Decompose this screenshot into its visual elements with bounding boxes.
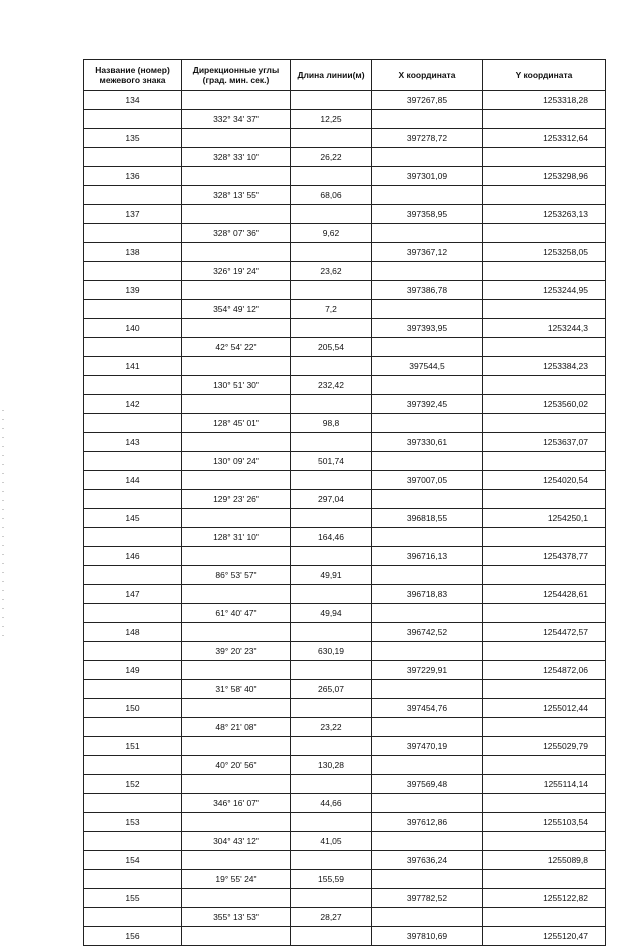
cell-x-coordinate: 397454,76 (372, 699, 483, 718)
cell-empty (182, 357, 291, 376)
cell-empty (291, 737, 372, 756)
cell-empty (182, 585, 291, 604)
cell-empty (483, 832, 606, 851)
cell-line-length: 130,28 (291, 756, 372, 775)
cell-empty (483, 680, 606, 699)
table-row-point (84, 433, 606, 452)
cell-x-coordinate: 397358,95 (372, 205, 483, 224)
cell-empty (84, 832, 182, 851)
cell-direction-angle: 328° 07' 36" (182, 224, 291, 243)
table-row-point (84, 129, 606, 148)
cell-empty (372, 870, 483, 889)
cell-empty (372, 832, 483, 851)
cell-line-length: 205,54 (291, 338, 372, 357)
cell-direction-angle: 130° 51' 30" (182, 376, 291, 395)
cell-y-coordinate: 1255089,8 (483, 851, 606, 870)
cell-direction-angle: 42° 54' 22" (182, 338, 291, 357)
cell-empty (182, 775, 291, 794)
table-row-point (84, 395, 606, 414)
boundary-points-table (83, 59, 606, 946)
cell-empty (372, 262, 483, 281)
cell-empty (372, 376, 483, 395)
table-row-segment (84, 452, 606, 471)
table-row-point (84, 167, 606, 186)
cell-point-name: 154 (84, 851, 182, 870)
cell-empty (84, 794, 182, 813)
cell-direction-angle: 40° 20' 56" (182, 756, 291, 775)
table-row-point (84, 585, 606, 604)
table-row-segment (84, 110, 606, 129)
cell-empty (291, 775, 372, 794)
cell-empty (182, 509, 291, 528)
cell-point-name: 152 (84, 775, 182, 794)
cell-y-coordinate: 1253298,96 (483, 167, 606, 186)
cell-empty (84, 528, 182, 547)
table-row-point (84, 661, 606, 680)
table-row-segment (84, 756, 606, 775)
cell-point-name: 147 (84, 585, 182, 604)
cell-direction-angle: 328° 13' 55" (182, 186, 291, 205)
table-row-point (84, 91, 606, 110)
cell-direction-angle: 355° 13' 53" (182, 908, 291, 927)
cell-point-name: 141 (84, 357, 182, 376)
cell-empty (291, 205, 372, 224)
cell-x-coordinate: 397470,19 (372, 737, 483, 756)
cell-empty (182, 813, 291, 832)
cell-line-length: 7,2 (291, 300, 372, 319)
cell-x-coordinate: 396718,83 (372, 585, 483, 604)
cell-empty (372, 604, 483, 623)
cell-empty (84, 870, 182, 889)
cell-empty (182, 433, 291, 452)
cell-empty (84, 718, 182, 737)
cell-x-coordinate: 397569,48 (372, 775, 483, 794)
cell-line-length: 26,22 (291, 148, 372, 167)
table-row-point (84, 775, 606, 794)
cell-empty (84, 490, 182, 509)
cell-empty (372, 186, 483, 205)
cell-empty (84, 224, 182, 243)
cell-empty (483, 376, 606, 395)
cell-empty (483, 642, 606, 661)
cell-empty (483, 908, 606, 927)
cell-empty (291, 547, 372, 566)
table-row-segment (84, 338, 606, 357)
cell-empty (483, 490, 606, 509)
cell-empty (84, 908, 182, 927)
cell-line-length: 12,25 (291, 110, 372, 129)
cell-x-coordinate: 397267,85 (372, 91, 483, 110)
table-row-point (84, 471, 606, 490)
cell-direction-angle: 326° 19' 24" (182, 262, 291, 281)
cell-point-name: 140 (84, 319, 182, 338)
cell-empty (372, 794, 483, 813)
cell-empty (84, 756, 182, 775)
table-row-point (84, 357, 606, 376)
cell-x-coordinate: 397612,86 (372, 813, 483, 832)
table-row-segment (84, 794, 606, 813)
cell-empty (84, 338, 182, 357)
cell-direction-angle: 39° 20' 23" (182, 642, 291, 661)
cell-point-name: 150 (84, 699, 182, 718)
cell-x-coordinate: 397278,72 (372, 129, 483, 148)
cell-empty (182, 471, 291, 490)
cell-y-coordinate: 1253560,02 (483, 395, 606, 414)
cell-empty (84, 566, 182, 585)
cell-empty (291, 281, 372, 300)
cell-line-length: 68,06 (291, 186, 372, 205)
cell-empty (84, 148, 182, 167)
cell-x-coordinate: 396818,55 (372, 509, 483, 528)
cell-empty (483, 718, 606, 737)
cell-y-coordinate: 1253263,13 (483, 205, 606, 224)
header-x-coordinate: X координата (372, 60, 483, 91)
cell-y-coordinate: 1253312,64 (483, 129, 606, 148)
cell-empty (483, 528, 606, 547)
cell-empty (372, 566, 483, 585)
cell-empty (291, 471, 372, 490)
cell-empty (84, 680, 182, 699)
cell-y-coordinate: 1255029,79 (483, 737, 606, 756)
cell-y-coordinate: 1255114,14 (483, 775, 606, 794)
cell-empty (372, 490, 483, 509)
cell-empty (182, 851, 291, 870)
cell-empty (182, 547, 291, 566)
cell-empty (84, 376, 182, 395)
cell-empty (182, 281, 291, 300)
cell-empty (372, 756, 483, 775)
cell-point-name: 136 (84, 167, 182, 186)
cell-point-name: 156 (84, 927, 182, 946)
cell-empty (372, 338, 483, 357)
cell-direction-angle: 128° 45' 01" (182, 414, 291, 433)
cell-empty (84, 414, 182, 433)
cell-x-coordinate: 397386,78 (372, 281, 483, 300)
cell-empty (84, 300, 182, 319)
cell-y-coordinate: 1254250,1 (483, 509, 606, 528)
cell-direction-angle: 86° 53' 57" (182, 566, 291, 585)
cell-empty (483, 452, 606, 471)
table-row-point (84, 319, 606, 338)
cell-empty (291, 91, 372, 110)
cell-direction-angle: 61° 40' 47" (182, 604, 291, 623)
table-row-segment (84, 832, 606, 851)
cell-empty (483, 870, 606, 889)
cell-x-coordinate: 397544,5 (372, 357, 483, 376)
cell-empty (291, 661, 372, 680)
cell-y-coordinate: 1253318,28 (483, 91, 606, 110)
cell-y-coordinate: 1254872,06 (483, 661, 606, 680)
cell-empty (182, 167, 291, 186)
cell-y-coordinate: 1255012,44 (483, 699, 606, 718)
table-row-segment (84, 528, 606, 547)
cell-empty (483, 566, 606, 585)
cell-direction-angle: 31° 58' 40" (182, 680, 291, 699)
cell-line-length: 49,91 (291, 566, 372, 585)
cell-empty (372, 148, 483, 167)
cell-empty (372, 642, 483, 661)
cell-direction-angle: 304° 43' 12" (182, 832, 291, 851)
cell-point-name: 151 (84, 737, 182, 756)
cell-empty (84, 110, 182, 129)
cell-empty (372, 110, 483, 129)
cell-empty (291, 585, 372, 604)
table-row-segment (84, 642, 606, 661)
cell-y-coordinate: 1254020,54 (483, 471, 606, 490)
cell-empty (291, 623, 372, 642)
cell-line-length: 232,42 (291, 376, 372, 395)
cell-line-length: 155,59 (291, 870, 372, 889)
cell-empty (483, 224, 606, 243)
cell-empty (372, 414, 483, 433)
cell-point-name: 142 (84, 395, 182, 414)
cell-line-length: 9,62 (291, 224, 372, 243)
table-row-segment (84, 186, 606, 205)
cell-point-name: 153 (84, 813, 182, 832)
cell-empty (483, 110, 606, 129)
cell-empty (372, 718, 483, 737)
cell-point-name: 139 (84, 281, 182, 300)
cell-x-coordinate: 397393,95 (372, 319, 483, 338)
cell-x-coordinate: 396742,52 (372, 623, 483, 642)
cell-empty (483, 262, 606, 281)
cell-direction-angle: 354° 49' 12" (182, 300, 291, 319)
table-row-segment (84, 490, 606, 509)
cell-point-name: 149 (84, 661, 182, 680)
cell-empty (182, 91, 291, 110)
cell-point-name: 146 (84, 547, 182, 566)
scan-margin-marks (2, 410, 4, 640)
cell-empty (291, 851, 372, 870)
cell-empty (372, 452, 483, 471)
table-row-segment (84, 300, 606, 319)
cell-empty (372, 908, 483, 927)
cell-x-coordinate: 397810,69 (372, 927, 483, 946)
cell-empty (182, 927, 291, 946)
cell-y-coordinate: 1253244,95 (483, 281, 606, 300)
cell-y-coordinate: 1255122,82 (483, 889, 606, 908)
cell-empty (291, 699, 372, 718)
cell-empty (372, 224, 483, 243)
cell-line-length: 501,74 (291, 452, 372, 471)
table-row-segment (84, 262, 606, 281)
cell-line-length: 297,04 (291, 490, 372, 509)
cell-y-coordinate: 1253384,23 (483, 357, 606, 376)
cell-y-coordinate: 1253258,05 (483, 243, 606, 262)
table-row-segment (84, 566, 606, 585)
cell-line-length: 49,94 (291, 604, 372, 623)
table-row-point (84, 205, 606, 224)
cell-point-name: 134 (84, 91, 182, 110)
table-row-point (84, 547, 606, 566)
cell-empty (372, 528, 483, 547)
cell-x-coordinate: 397301,09 (372, 167, 483, 186)
cell-empty (84, 642, 182, 661)
cell-direction-angle: 346° 16' 07" (182, 794, 291, 813)
cell-y-coordinate: 1255120,47 (483, 927, 606, 946)
cell-empty (84, 262, 182, 281)
cell-y-coordinate: 1254428,61 (483, 585, 606, 604)
cell-empty (84, 452, 182, 471)
cell-empty (182, 699, 291, 718)
cell-empty (84, 604, 182, 623)
table-row-point (84, 509, 606, 528)
cell-x-coordinate: 396716,13 (372, 547, 483, 566)
table-row-point (84, 281, 606, 300)
header-point-name: Название (номер) межевого знака (84, 60, 182, 91)
cell-line-length: 98,8 (291, 414, 372, 433)
cell-x-coordinate: 397367,12 (372, 243, 483, 262)
cell-direction-angle: 48° 21' 08" (182, 718, 291, 737)
table-row-segment (84, 680, 606, 699)
cell-direction-angle: 129° 23' 26" (182, 490, 291, 509)
cell-empty (483, 794, 606, 813)
cell-empty (291, 813, 372, 832)
cell-empty (182, 205, 291, 224)
table-row-segment (84, 718, 606, 737)
cell-empty (483, 300, 606, 319)
cell-y-coordinate: 1254472,57 (483, 623, 606, 642)
cell-line-length: 28,27 (291, 908, 372, 927)
cell-empty (182, 395, 291, 414)
cell-x-coordinate: 397330,61 (372, 433, 483, 452)
cell-empty (182, 129, 291, 148)
cell-point-name: 145 (84, 509, 182, 528)
cell-empty (182, 737, 291, 756)
cell-point-name: 137 (84, 205, 182, 224)
cell-empty (291, 167, 372, 186)
table-row-point (84, 699, 606, 718)
table-row-segment (84, 414, 606, 433)
cell-empty (483, 186, 606, 205)
cell-line-length: 164,46 (291, 528, 372, 547)
cell-x-coordinate: 397392,45 (372, 395, 483, 414)
table-body (84, 91, 606, 946)
cell-empty (291, 927, 372, 946)
cell-empty (291, 509, 372, 528)
table-row-segment (84, 908, 606, 927)
cell-direction-angle: 332° 34' 37" (182, 110, 291, 129)
table-row-segment (84, 870, 606, 889)
cell-line-length: 265,07 (291, 680, 372, 699)
cell-direction-angle: 19° 55' 24" (182, 870, 291, 889)
table-row-segment (84, 148, 606, 167)
cell-empty (291, 357, 372, 376)
cell-x-coordinate: 397007,05 (372, 471, 483, 490)
cell-empty (182, 319, 291, 338)
cell-empty (483, 338, 606, 357)
cell-point-name: 144 (84, 471, 182, 490)
header-row (84, 60, 606, 91)
cell-empty (483, 414, 606, 433)
cell-empty (291, 395, 372, 414)
table-row-segment (84, 604, 606, 623)
cell-point-name: 135 (84, 129, 182, 148)
table-header (84, 60, 606, 91)
cell-empty (483, 756, 606, 775)
cell-point-name: 138 (84, 243, 182, 262)
cell-x-coordinate: 397229,91 (372, 661, 483, 680)
cell-empty (372, 680, 483, 699)
cell-y-coordinate: 1253244,3 (483, 319, 606, 338)
cell-direction-angle: 328° 33' 10" (182, 148, 291, 167)
cell-point-name: 155 (84, 889, 182, 908)
table-row-point (84, 243, 606, 262)
cell-empty (291, 243, 372, 262)
cell-line-length: 44,66 (291, 794, 372, 813)
cell-line-length: 630,19 (291, 642, 372, 661)
table-row-point (84, 623, 606, 642)
cell-empty (182, 661, 291, 680)
table-row-segment (84, 224, 606, 243)
table-row-segment (84, 376, 606, 395)
cell-empty (291, 129, 372, 148)
table-row-point (84, 813, 606, 832)
cell-x-coordinate: 397782,52 (372, 889, 483, 908)
cell-line-length: 41,05 (291, 832, 372, 851)
cell-y-coordinate: 1254378,77 (483, 547, 606, 566)
table-row-point (84, 927, 606, 946)
cell-empty (291, 319, 372, 338)
cell-empty (182, 243, 291, 262)
cell-empty (291, 433, 372, 452)
table-row-point (84, 737, 606, 756)
cell-direction-angle: 130° 09' 24" (182, 452, 291, 471)
cell-line-length: 23,62 (291, 262, 372, 281)
cell-empty (372, 300, 483, 319)
cell-point-name: 143 (84, 433, 182, 452)
cell-direction-angle: 128° 31' 10" (182, 528, 291, 547)
cell-point-name: 148 (84, 623, 182, 642)
header-y-coordinate: Y координата (483, 60, 606, 91)
header-line-length: Длина линии(м) (291, 60, 372, 91)
cell-empty (483, 604, 606, 623)
cell-empty (182, 623, 291, 642)
cell-empty (84, 186, 182, 205)
table-row-point (84, 851, 606, 870)
cell-empty (483, 148, 606, 167)
header-direction-angle: Дирекционные углы (град. мин. сек.) (182, 60, 291, 91)
cell-y-coordinate: 1253637,07 (483, 433, 606, 452)
cell-x-coordinate: 397636,24 (372, 851, 483, 870)
cell-line-length: 23,22 (291, 718, 372, 737)
cell-y-coordinate: 1255103,54 (483, 813, 606, 832)
